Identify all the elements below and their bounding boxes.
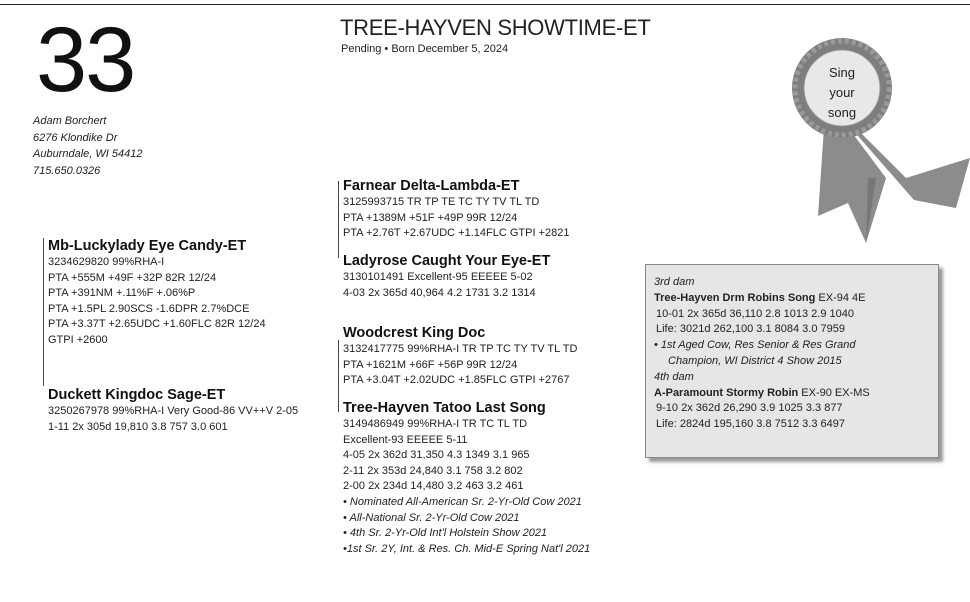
sire-sire-line: GTPI +2600 [48, 333, 108, 346]
dam-dam-line: 4-05 2x 362d 31,350 4.3 1349 3.1 965 [343, 449, 530, 462]
dam-dam-block [343, 400, 590, 557]
dam-sire-name: Woodcrest King Doc [343, 325, 486, 341]
dam-sire-line: 3132417775 99%RHA-I TR TP TC TY TV TL TD [343, 343, 578, 355]
consignor-name: Adam Borchert [33, 115, 107, 127]
dam-name: Ladyrose Caught Your Eye-ET [343, 253, 551, 269]
sire-sire-line: PTA +1.5PL 2.90SCS -1.6DPR 2.7%DCE [48, 302, 250, 315]
fourth-dam-label: 4th dam [654, 370, 694, 383]
fourth-dam-name: A-Paramount Stormy Robin [654, 386, 799, 399]
sire-sire-line: PTA +391NM +.11%F +.06%P [48, 287, 196, 300]
consignor-city: Auburndale, WI 54412 [33, 148, 143, 160]
dam-sire-bracket [338, 340, 339, 412]
dam-dam-line: 3149486949 99%RHA-I TR TC TL TD [343, 418, 528, 430]
sire-sire-line: 3234629820 99%RHA-I [48, 256, 165, 268]
third-dam-name: Tree-Hayven Drm Robins Song [654, 291, 816, 304]
sire-sire-name: Mb-Luckylady Eye Candy-ET [48, 238, 247, 254]
fourth-dam-record: 9-10 2x 362d 26,290 3.9 1025 3.3 877 [656, 402, 843, 415]
third-dam-record: 10-01 2x 365d 36,110 2.8 1013 2.9 1040 [656, 307, 854, 320]
sire-sire-block [48, 238, 266, 349]
third-dam-heading [654, 291, 938, 307]
consignor-info [33, 113, 142, 179]
dam-dam-honor: •1st Sr. 2Y, Int. & Res. Ch. Mid-E Spring Nat'l 2021 [343, 542, 591, 555]
dam-block [343, 253, 550, 301]
dam-sire-line: PTA +3.04T +2.02UDC +1.85FLC GTPI +2767 [343, 374, 570, 387]
dam-line: 3130101491 Excellent-95 EEEEE 5-02 [343, 271, 533, 283]
dam-dam-line: 2-11 2x 353d 24,840 3.1 758 3.2 802 [343, 464, 523, 477]
lot-number: 33 [36, 9, 135, 111]
dam-sire-block [343, 325, 577, 389]
dam-line: 4-03 2x 365d 40,964 4.2 1731 3.2 1314 [343, 286, 536, 299]
consignor-street: 6276 Klondike Dr [33, 131, 118, 144]
consignor-phone: 715.650.0326 [33, 164, 101, 177]
third-dam-honor: • 1st Aged Cow, Res Senior & Res Grand [654, 339, 856, 352]
dam-dam-honor: • 4th Sr. 2-Yr-Old Int'l Holstein Show 2021 [343, 527, 548, 540]
third-dam-honor-cont: Champion, WI District 4 Show 2015 [668, 354, 842, 367]
sire-line: 3125993715 TR TP TE TC TY TV TL TD [343, 196, 540, 208]
top-rule [0, 4, 970, 5]
dam-dam-honor: • Nominated All-American Sr. 2-Yr-Old Cow 2021 [343, 495, 582, 508]
sire-block [343, 178, 569, 242]
sire-name: Farnear Delta-Lambda-ET [343, 178, 520, 194]
dam-dam-name: Tree-Hayven Tatoo Last Song [343, 400, 546, 416]
sire-line: PTA +2.76T +2.67UDC +1.14FLC GTPI +2821 [343, 227, 570, 240]
sire-sire-bracket [43, 238, 44, 386]
dam-dam-line: 2-00 2x 234d 14,480 3.2 463 3.2 461 [343, 480, 524, 493]
sire-dam-line: 1-11 2x 305d 19,810 3.8 757 3.0 601 [48, 420, 228, 433]
ribbon-line-1: Sing [828, 65, 856, 80]
fourth-dam-classification: EX-90 EX-MS [798, 386, 870, 399]
third-dam-record: Life: 3021d 262,100 3.1 8084 3.0 7959 [656, 323, 846, 336]
ribbon-text [803, 63, 881, 123]
animal-status: Pending • Born December 5, 2024 [341, 43, 509, 55]
sire-dam-block [48, 387, 298, 435]
dam-dam-honor: • All-National Sr. 2-Yr-Old Cow 2021 [343, 511, 520, 524]
animal-name: TREE-HAYVEN SHOWTIME-ET [340, 15, 651, 40]
sire-line: PTA +1389M +51F +49P 99R 12/24 [343, 211, 518, 224]
sire-dam-name: Duckett Kingdoc Sage-ET [48, 387, 226, 403]
sire-bracket [338, 181, 339, 258]
extended-dams-box [645, 264, 939, 458]
third-dam-label: 3rd dam [654, 276, 695, 288]
fourth-dam-record: Life: 2824d 195,160 3.8 7512 3.3 6497 [656, 418, 846, 431]
sire-dam-line: 3250267978 99%RHA-I Very Good-86 VV++V 2-05 [48, 405, 299, 417]
dam-sire-line: PTA +1621M +66F +56P 99R 12/24 [343, 358, 518, 371]
ribbon-line-2: your [829, 85, 855, 100]
sire-sire-line: PTA +555M +49F +32P 82R 12/24 [48, 271, 217, 284]
fourth-dam-heading [654, 386, 938, 402]
third-dam-classification: EX-94 4E [815, 291, 866, 304]
sire-sire-line: PTA +3.37T +2.65UDC +1.60FLC 82R 12/24 [48, 318, 266, 331]
ribbon-line-3: song [827, 105, 857, 120]
dam-dam-line: Excellent-93 EEEEE 5-11 [343, 433, 468, 446]
